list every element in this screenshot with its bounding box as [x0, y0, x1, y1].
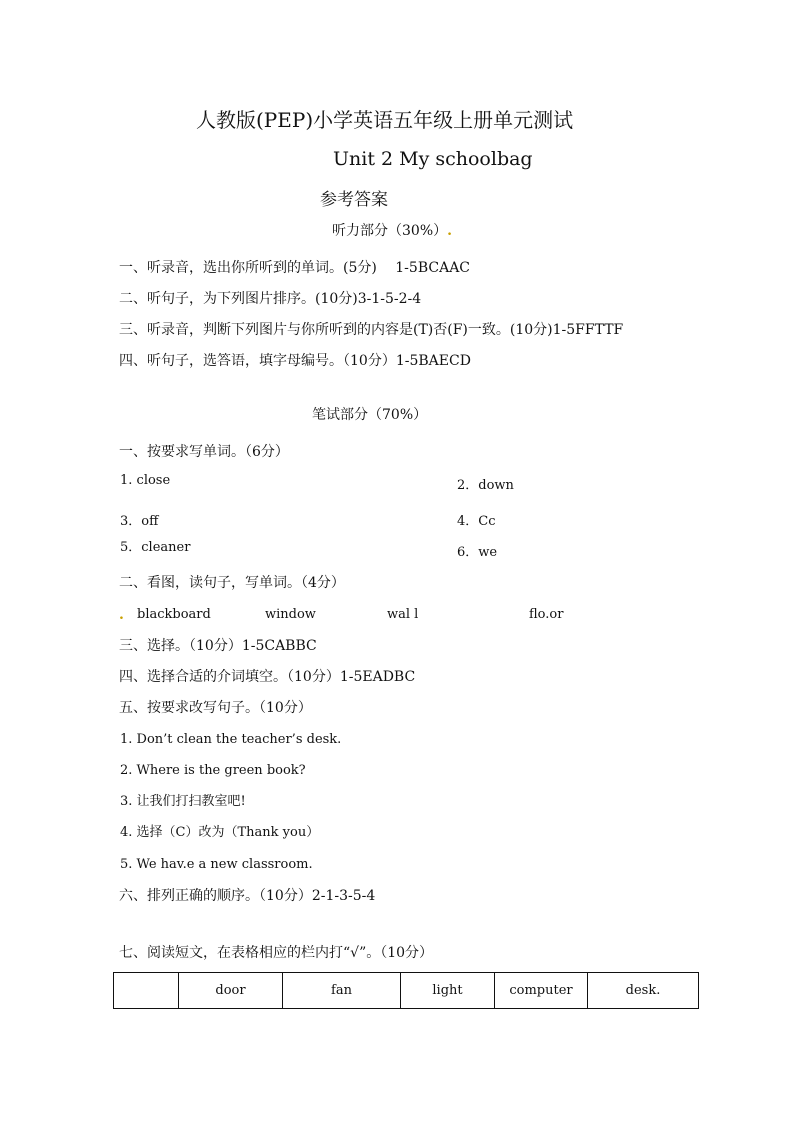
table-header-cell: desk. — [588, 973, 699, 1009]
q3-answer: 三、选择。（10分）1-5CABBC — [119, 638, 317, 654]
q1-item-5: 5．cleaner — [120, 540, 191, 555]
listening-header-text: 听力部分（30%） — [332, 223, 448, 239]
q1-item-2: 2．down — [457, 478, 514, 493]
q6-answer: 六、排列正确的顺序。（10分）2-1-3-5-4 — [119, 888, 376, 904]
q2-dot: . — [119, 607, 124, 623]
table-header-cell: door — [179, 973, 283, 1009]
q2-title: 二、看图，读句子，写单词。（4分） — [119, 575, 345, 591]
q1-item-3: 3．off — [120, 514, 159, 529]
reading-table — [113, 972, 699, 1009]
written-section-header: 笔试部分（70%） — [312, 407, 428, 423]
listening-q2: 二、听句子，为下列图片排序。(10分)3-1-5-2-4 — [119, 291, 422, 307]
q5-item-4: 4. 选择（C）改为（Thank you） — [120, 825, 320, 840]
q7-title: 七、阅读短文，在表格相应的栏内打“√”。（10分） — [119, 945, 434, 961]
q1-title: 一、按要求写单词。（6分） — [119, 444, 289, 460]
listening-q1: 一、听录音，选出你所听到的单词。(5分) 1-5BCAAC — [119, 260, 471, 276]
answer-key-heading: 参考答案 — [320, 190, 388, 210]
listening-section-header — [332, 222, 452, 240]
listening-q4: 四、听句子，选答语，填字母编号。（10分）1-5BAECD — [119, 353, 471, 369]
table-header-cell: fan — [283, 973, 401, 1009]
table-header-cell — [114, 973, 179, 1009]
q2-word-4: flo.or — [529, 607, 564, 622]
listening-q3: 三、听录音，判断下列图片与你所听到的内容是(T)否(F)一致。(10分)1-5FFTTF — [119, 322, 624, 338]
q5-title: 五、按要求改写句子。（10分） — [119, 700, 312, 716]
table-header-cell: light — [401, 973, 495, 1009]
q4-answer: 四、选择合适的介词填空。（10分）1-5EADBC — [119, 669, 416, 685]
q5-item-3: 3. 让我们打扫教室吧! — [120, 794, 246, 809]
q5-item-5: 5. We hav.e a new classroom. — [120, 857, 313, 872]
q1-item-1: 1. close — [120, 473, 171, 488]
q5-item-2: 2. Where is the green book? — [120, 763, 306, 778]
q1-item-6: 6．we — [457, 545, 498, 560]
q5-item-1: 1. Don’t clean the teacher’s desk. — [120, 732, 342, 747]
q2-word-1: blackboard — [137, 607, 211, 622]
table-header-cell: computer — [495, 973, 588, 1009]
q2-word-3: wal l — [387, 607, 419, 622]
unit-title: Unit 2 My schoolbag — [333, 148, 533, 170]
q1-item-4: 4．Cc — [457, 514, 496, 529]
listening-header-dot: . — [447, 223, 452, 239]
document-title: 人教版(PEP)小学英语五年级上册单元测试 — [196, 108, 574, 132]
q2-word-2: window — [265, 607, 316, 622]
table-row — [114, 973, 699, 1009]
